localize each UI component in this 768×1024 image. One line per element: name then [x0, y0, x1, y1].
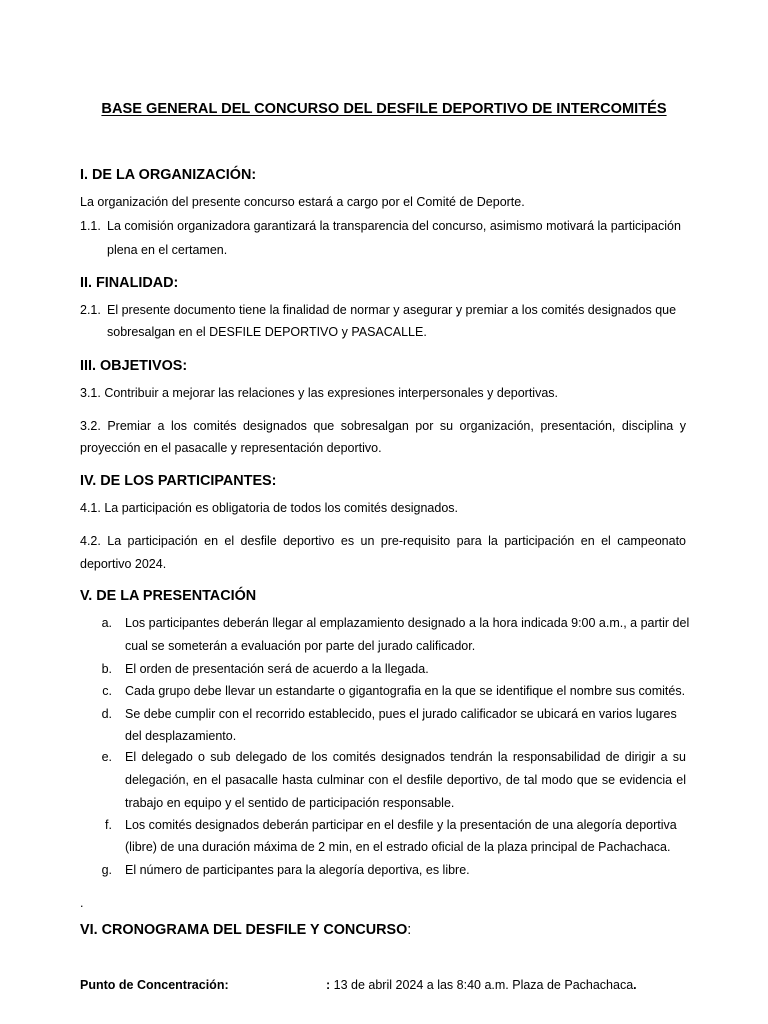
list-marker-d: d. — [101, 707, 112, 721]
item-2-1-number: 2.1. — [80, 303, 101, 317]
heading-cronograma — [80, 920, 411, 940]
list-marker-b: b. — [101, 662, 112, 676]
item-1-1-line-1: La comisión organizadora garantizará la transparencia del concurso, asimismo motivará la participación — [107, 219, 681, 233]
cronograma-value-end: . — [633, 978, 637, 992]
list-item-c-line-1: Cada grupo debe llevar un estandarte o gigantografia en la que se identifique el nombre sus comités. — [125, 684, 686, 698]
item-4-1: 4.1. La participación es obligatoria de todos los comités designados. — [80, 501, 459, 515]
list-item-e-line-3: trabajo en equipo y el sentido de participación responsable. — [125, 796, 455, 810]
list-item-e-line-1: El delegado o sub delegado de los comités designados tendrán la responsabilidad de dirigir a su — [125, 750, 686, 764]
list-item-d-line-1: Se debe cumplir con el recorrido establecido, pues el jurado calificador se ubicará en varios lugares — [125, 707, 677, 721]
item-1-1-line-2: plena en el certamen. — [107, 243, 228, 257]
heading-cronograma-colon: : — [407, 922, 412, 938]
list-marker-a: a. — [101, 616, 112, 630]
list-item-e-line-2: delegación, en el pasacalle hasta culminar con el desfile deportivo, de tal modo que se evidencia el — [125, 773, 686, 787]
item-3-2-line-2: proyección en el pasacalle y representación deportivo. — [80, 441, 382, 455]
heading-cronograma-text: VI. CRONOGRAMA DEL DESFILE Y CONCURSO — [80, 922, 408, 938]
document-title: BASE GENERAL DEL CONCURSO DEL DESFILE DEPORTIVO DE INTERCOMITÉS — [101, 101, 667, 117]
list-item-b-line-1: El orden de presentación será de acuerdo a la llegada. — [125, 662, 429, 676]
list-item-f-line-1: Los comités designados deberán participar en el desfile y la presentación de una alegoría deportiva — [125, 818, 677, 832]
list-item-d-line-2: del desplazamiento. — [125, 729, 237, 743]
organizacion-intro: La organización del presente concurso estará a cargo por el Comité de Deporte. — [80, 195, 525, 209]
list-item-f-line-2: (libre) de una duración máxima de 2 min, en el estrado oficial de la plaza principal de Pachachaca. — [125, 840, 671, 854]
list-marker-g: g. — [101, 863, 112, 877]
list-marker-f: f. — [105, 818, 112, 832]
cronograma-label: Punto de Concentración: — [80, 978, 229, 992]
separator-dot: . — [80, 896, 84, 910]
item-3-2-line-1: 3.2. Premiar a los comités designados que sobresalgan por su organización, presentación, disciplina y — [80, 419, 686, 433]
item-4-2-line-2: deportivo 2024. — [80, 557, 167, 571]
item-4-2-line-1: 4.2. La participación en el desfile deportivo es un pre-requisito para la participación en el campeonato — [80, 534, 686, 548]
item-2-1-line-2: sobresalgan en el DESFILE DEPORTIVO y PASACALLE. — [107, 325, 427, 339]
item-1-1-number: 1.1. — [80, 219, 101, 233]
item-2-1-line-1: El presente documento tiene la finalidad de normar y asegurar y premiar a los comités designados que — [107, 303, 677, 317]
list-item-a-line-2: cual se someterán a evaluación por parte del jurado calificador. — [125, 639, 476, 653]
item-3-1: 3.1. Contribuir a mejorar las relaciones y las expresiones interpersonales y deportivas. — [80, 386, 559, 400]
list-marker-c: c. — [102, 684, 112, 698]
heading-finalidad: II. FINALIDAD: — [80, 275, 179, 291]
cronograma-value-text: 13 de abril 2024 a las 8:40 a.m. Plaza de Pachachaca — [330, 978, 634, 992]
heading-participantes: IV. DE LOS PARTICIPANTES: — [80, 473, 277, 489]
heading-objetivos: III. OBJETIVOS: — [80, 358, 188, 374]
heading-organizacion: I. DE LA ORGANIZACIÓN: — [80, 167, 257, 183]
list-marker-e: e. — [101, 750, 112, 764]
list-item-a-line-1: Los participantes deberán llegar al emplazamiento designado a la hora indicada 9:00 a.m., a partir del — [125, 616, 690, 630]
heading-presentacion: V. DE LA PRESENTACIÓN — [80, 588, 257, 604]
cronograma-value-colon: : — [326, 978, 331, 992]
cronograma-value — [326, 975, 637, 995]
list-item-g-line-1: El número de participantes para la alegoría deportiva, es libre. — [125, 863, 470, 877]
